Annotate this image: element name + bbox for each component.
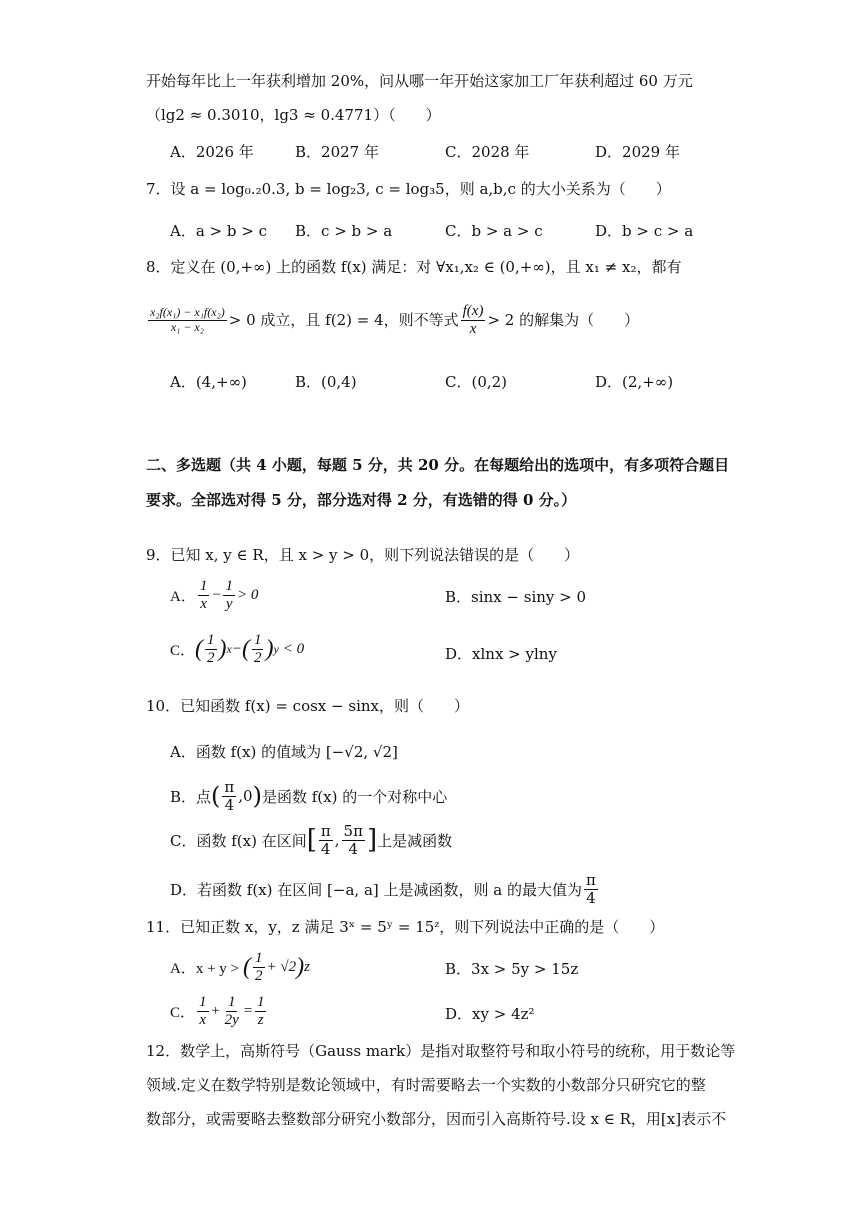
q9-option-c[interactable]: C． ( $\frac{1}{2}$ ) x − ( $\frac{1}{2}$ ) y < 0 — [170, 632, 305, 666]
q6-option-c[interactable]: C．2028 年 — [445, 143, 530, 161]
q10-option-b[interactable]: B．点 ( $\frac{\pi}{4}$ ,0 ) 是函数 f(x) 的一个对称中心 — [170, 778, 448, 814]
q9-option-a[interactable]: A． $\frac{1}{x}$ − $\frac{1}{y}$ > 0 — [170, 578, 259, 612]
q9-option-c-label: C． — [170, 642, 196, 659]
q8-stem: 8．定义在 (0,+∞) 上的函数 f(x) 满足：对 ∀x₁,x₂ ∈ (0,+∞)，且 x₁ ≠ x₂，都有 — [146, 258, 682, 276]
q6-stem-line2: （lg2 ≈ 0.3010，lg3 ≈ 0.4771）（ ） — [146, 106, 441, 124]
q10-fraction-5pi-4: $\frac{5\pi}{4}$ — [343, 822, 363, 858]
q11-fraction-half: $\frac{1}{2}$ — [255, 950, 263, 984]
q11-option-a-post: z — [304, 958, 310, 975]
q8-fraction-2 — [461, 303, 486, 337]
q6-option-a[interactable]: A．2026 年 — [170, 143, 254, 161]
q9-fraction-half-y: $\frac{1}{2}$ — [253, 632, 262, 666]
q11-fraction-1-x: $\frac{1}{x}$ — [199, 994, 207, 1028]
q9-stem: 9．已知 x, y ∈ R，且 x > y > 0，则下列说法错误的是（ ） — [146, 546, 580, 564]
section2-heading-line2: 要求。全部选对得 5 分，部分选对得 2 分，有选错的得 0 分。） — [146, 491, 577, 509]
q9-option-a-label: A． — [170, 588, 196, 605]
q9-option-a-tail: > 0 — [236, 586, 259, 603]
q11-option-b[interactable]: B．3x > 5y > 15z — [445, 960, 579, 978]
q8-condition-mid: > 0 成立，且 f(2) = 4，则不等式 — [228, 311, 459, 329]
q12-stem-line2: 领域.定义在数学特别是数论领域中，有时需要略去一个实数的小数部分只研究它的整 — [146, 1076, 706, 1094]
q8-fraction-1-numerator: x₂f(x₁) − x₁f(x₂) — [150, 305, 225, 320]
q6-stem-line1: 开始每年比上一年获利增加 20%，问从哪一年开始这家加工厂年获利超过 60 万元 — [146, 72, 693, 90]
q10-fraction-max-a: $\frac{\pi}{4}$ — [586, 871, 596, 907]
q10-option-b-pre: B．点 — [170, 787, 212, 806]
q7-option-a[interactable]: A．a > b > c — [170, 222, 267, 240]
q8-condition — [146, 303, 639, 337]
q7-option-c[interactable]: C．b > a > c — [445, 222, 543, 240]
q10-stem: 10．已知函数 f(x) = cosx − sinx，则（ ） — [146, 697, 469, 715]
q10-fraction-pi-over-4: $\frac{\pi}{4}$ — [224, 778, 235, 814]
q11-option-c-label: C． — [170, 1004, 196, 1021]
q8-option-c[interactable]: C．(0,2) — [445, 373, 508, 391]
q8-condition-tail: > 2 的解集为（ ） — [487, 311, 640, 329]
q8-option-b[interactable]: B．(0,4) — [295, 373, 357, 391]
q8-option-d[interactable]: D．(2,+∞) — [595, 373, 674, 391]
q11-fraction-1-2y: $\frac{1}{2y}$ — [224, 994, 239, 1028]
q10-option-d-pre: D．若函数 f(x) 在区间 [−a, a] 上是减函数，则 a 的最大值为 — [170, 880, 582, 899]
q10-option-c-pre: C．函数 f(x) 在区间 — [170, 831, 307, 850]
q7-option-d[interactable]: D．b > c > a — [595, 222, 694, 240]
q9-option-d[interactable]: D．xlnx > ylny — [445, 645, 557, 663]
q8-fraction-1-denominator: x₁ − x₂ — [170, 319, 204, 334]
q6-option-b[interactable]: B．2027 年 — [295, 143, 379, 161]
q10-option-c[interactable]: C．函数 f(x) 在区间 [ $\frac{\pi}{4}$ , $\frac{5\pi}{4}$ ] 上是减函数 — [170, 822, 453, 858]
q12-stem-line1: 12．数学上，高斯符号（Gauss mark）是指对取整符号和取小符号的统称，用于数论等 — [146, 1042, 736, 1060]
q8-fraction-2-numerator: f(x) — [462, 303, 484, 319]
q10-option-c-post: 上是减函数 — [377, 831, 453, 850]
q7-option-b[interactable]: B．c > b > a — [295, 222, 393, 240]
q8-option-a[interactable]: A．(4,+∞) — [170, 373, 247, 391]
q8-fraction-2-denominator: x — [469, 320, 477, 337]
q8-fraction-1 — [148, 306, 227, 333]
q12-stem-line3: 数部分，或需要略去整数部分研究小数部分，因而引入高斯符号.设 x ∈ R，用[x]表示不 — [146, 1110, 727, 1128]
q9-fraction-1-over-x: $\frac{1}{x}$ — [199, 578, 208, 612]
q10-option-a[interactable]: A．函数 f(x) 的值域为 [−√2, √2] — [170, 743, 398, 761]
q11-option-a[interactable]: A．x + y > ( $\frac{1}{2}$ + √2 ) z — [170, 950, 310, 984]
q9-option-b[interactable]: B．sinx − siny > 0 — [445, 588, 587, 606]
q10-fraction-pi-4: $\frac{\pi}{4}$ — [320, 822, 331, 858]
q7-stem: 7．设 a = log₀.₂0.3, b = log₂3, c = log₃5，则 a,b,c 的大小关系为（ ） — [146, 180, 671, 198]
section2-heading-line1: 二、多选题（共 4 小题，每题 5 分，共 20 分。在每题给出的选项中，有多项符合题目 — [146, 456, 730, 474]
q11-fraction-1-z: $\frac{1}{z}$ — [256, 994, 265, 1028]
q10-option-b-post: 是函数 f(x) 的一个对称中心 — [261, 787, 448, 806]
q10-option-d[interactable] — [170, 872, 600, 906]
q9-option-c-tail: < 0 — [282, 640, 305, 657]
q11-stem: 11．已知正数 x，y，z 满足 3ˣ = 5ʸ = 15ᶻ，则下列说法中正确的是（ ） — [146, 918, 665, 936]
q11-option-d[interactable]: D．xy > 4z² — [445, 1005, 535, 1023]
q11-option-c[interactable]: C． $\frac{1}{x}$ + $\frac{1}{2y}$ = $\frac{1}{z}$ — [170, 994, 265, 1028]
q11-option-a-pre: A．x + y > — [170, 960, 240, 977]
q9-fraction-half-x: $\frac{1}{2}$ — [207, 632, 215, 666]
q9-fraction-1-over-y: $\frac{1}{y}$ — [225, 578, 233, 612]
q6-option-d[interactable]: D．2029 年 — [595, 143, 680, 161]
